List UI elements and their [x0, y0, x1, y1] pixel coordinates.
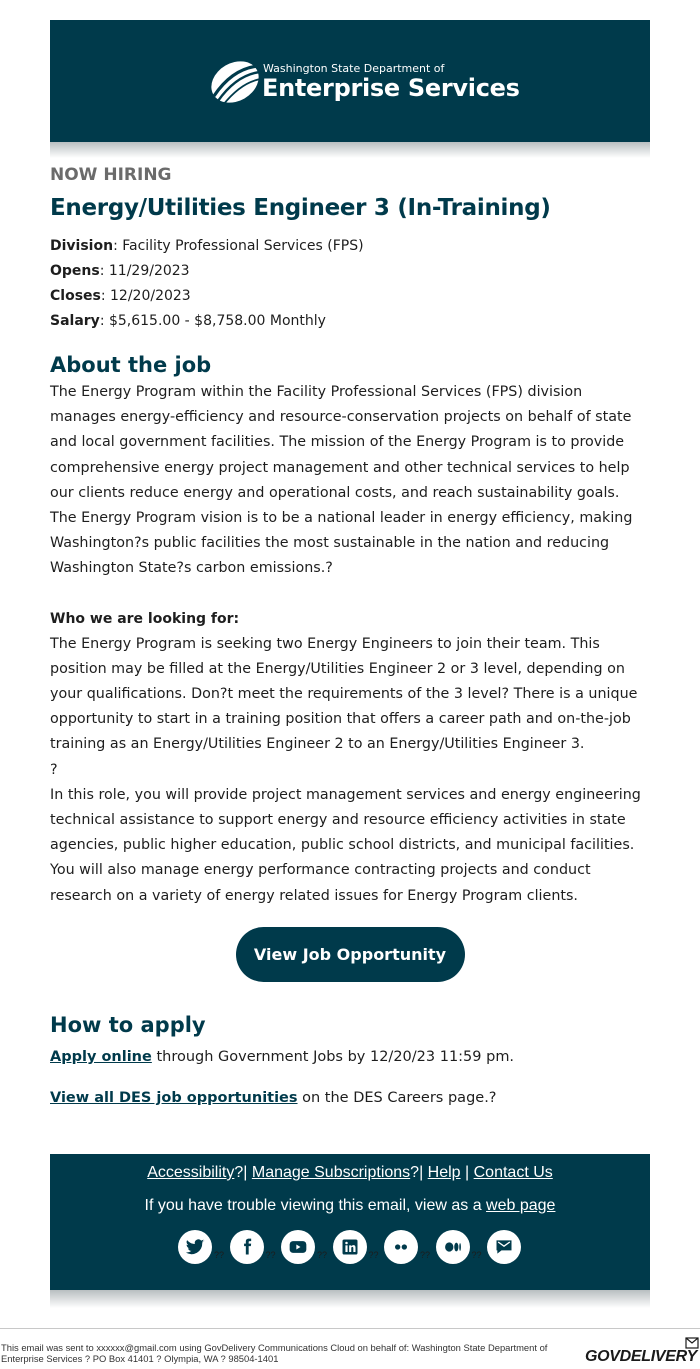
meta-value: : Facility Professional Services (FPS) [113, 238, 364, 254]
twitter-icon[interactable] [178, 1230, 212, 1264]
web-page-link[interactable]: web page [486, 1197, 556, 1214]
all-jobs-rest: on the DES Careers page.? [297, 1089, 497, 1106]
social-item [487, 1230, 539, 1266]
govdelivery-wordmark: GOVDELIVERY [585, 1348, 697, 1365]
meta-value: : 11/29/2023 [99, 263, 190, 279]
help-link[interactable]: Help [427, 1164, 461, 1181]
header-shadow [50, 142, 650, 158]
social-sep: ?? [420, 1250, 431, 1260]
accessibility-link[interactable]: Accessibility [147, 1164, 235, 1181]
web-view-text: If you have trouble viewing this email, view as a [144, 1197, 487, 1214]
social-item [230, 1230, 282, 1266]
social-sep: ?? [265, 1250, 276, 1260]
des-logo[interactable] [208, 56, 520, 112]
footer-links [50, 1163, 650, 1183]
about-heading: About the job [50, 353, 212, 377]
meta-value: : $5,615.00 - $8,758.00 Monthly [99, 313, 326, 329]
social-item [178, 1230, 230, 1266]
email-header [50, 20, 650, 142]
social-item [281, 1230, 333, 1266]
social-sep: ?? [214, 1250, 225, 1260]
email-content [50, 165, 650, 1111]
facebook-icon[interactable] [230, 1230, 264, 1264]
govdelivery-logo[interactable] [585, 1345, 697, 1367]
about-paragraph: The Energy Program within the Facility Professional Services (FPS) division manages energy-efficiency and resource-conservation projects on behalf of state and local government facilities. The mission of the Energy Program is to provide comprehensive energy project management and other technical services to help our clients reduce energy and operational costs, and reach sustainability goals. The Energy Program vision is to be a national leader in energy efficiency, making Washington?s public facilities the most sustainable in the nation and reducing Washington State?s carbon emissions.? [50, 384, 633, 577]
job-title: Energy/Utilities Engineer 3 (In-Training) [50, 195, 551, 221]
email-icon[interactable] [487, 1230, 521, 1264]
all-jobs-link[interactable]: View all DES job opportunities [50, 1089, 298, 1106]
meta-opens [50, 259, 650, 284]
contact-us-link[interactable]: Contact Us [473, 1164, 553, 1181]
flickr-icon[interactable] [384, 1230, 418, 1264]
cta-wrapper [50, 927, 650, 982]
social-icons [178, 1230, 539, 1266]
meta-division [50, 234, 650, 259]
stray-character: ? [50, 761, 58, 778]
manage-subscriptions-link[interactable]: Manage Subscriptions [251, 1164, 411, 1181]
envelope-icon [685, 1337, 699, 1349]
looking-paragraph: The Energy Program is seeking two Energy Engineers to join their team. This position may be filled at the Energy/Utilities Engineer 2 or 3 level, depending on your qualifications. Don?t meet the requirements of the 3 level? There is a unique opportunity to start in a training position that offers a career path and on-the-job training as an Energy/Utilities Engineer 2 to an Energy/Utilities Engineer 3. [50, 635, 638, 753]
footer-sep: ?| [410, 1164, 428, 1181]
meta-value: : 12/20/2023 [100, 288, 191, 304]
view-job-button[interactable]: View Job Opportunity [236, 927, 465, 982]
howto-heading: How to apply [50, 1012, 206, 1037]
footer-sep: ?| [234, 1164, 252, 1181]
social-item [333, 1230, 385, 1266]
social-sep: ?? [317, 1250, 328, 1260]
web-view-note [50, 1196, 650, 1216]
looking-heading: Who we are looking for: [50, 610, 240, 627]
meta-label: Closes [50, 288, 101, 304]
apply-online-link[interactable]: Apply online [50, 1048, 152, 1065]
des-swoosh-icon [208, 56, 262, 108]
youtube-icon[interactable] [281, 1230, 315, 1264]
sent-to-note: This email was sent to xxxxxx@gmail.com using GovDelivery Communications Cloud on behalf of: Washington State Department of Enterprise Services ? PO Box 41401 ? Olympia, WA ? 98504-1401 [1, 1342, 548, 1364]
medium-icon[interactable] [436, 1230, 470, 1264]
apply-line [50, 1045, 650, 1070]
divider [0, 1328, 700, 1329]
logo-title: Enterprise Services [262, 74, 520, 102]
meta-label: Opens [50, 263, 100, 279]
linkedin-icon[interactable] [333, 1230, 367, 1264]
footer-shadow [50, 1290, 650, 1308]
spacer [50, 582, 650, 607]
all-jobs-line [50, 1086, 650, 1111]
email-footer [50, 1154, 650, 1290]
meta-closes [50, 284, 650, 309]
footer-sep: | [460, 1164, 474, 1181]
meta-salary [50, 309, 650, 334]
social-sep: ?? [368, 1250, 379, 1260]
meta-label: Division [50, 238, 114, 254]
social-sep: ?? [471, 1250, 482, 1260]
now-hiring-label: NOW HIRING [50, 165, 172, 185]
social-item [436, 1230, 488, 1266]
social-item [384, 1230, 436, 1266]
logo-subtitle: Washington State Department of [263, 62, 445, 75]
role-paragraph: In this role, you will provide project management services and energy engineering technical assistance to support energy and resource efficiency activities in state agencies, public higher education, public school districts, and municipal facilities. You will also manage energy performance contracting projects and conduct research on a variety of energy related issues for Energy Program clients. [50, 786, 641, 904]
apply-rest: through Government Jobs by 12/20/23 11:59 pm. [151, 1048, 515, 1065]
meta-label: Salary [50, 313, 100, 329]
